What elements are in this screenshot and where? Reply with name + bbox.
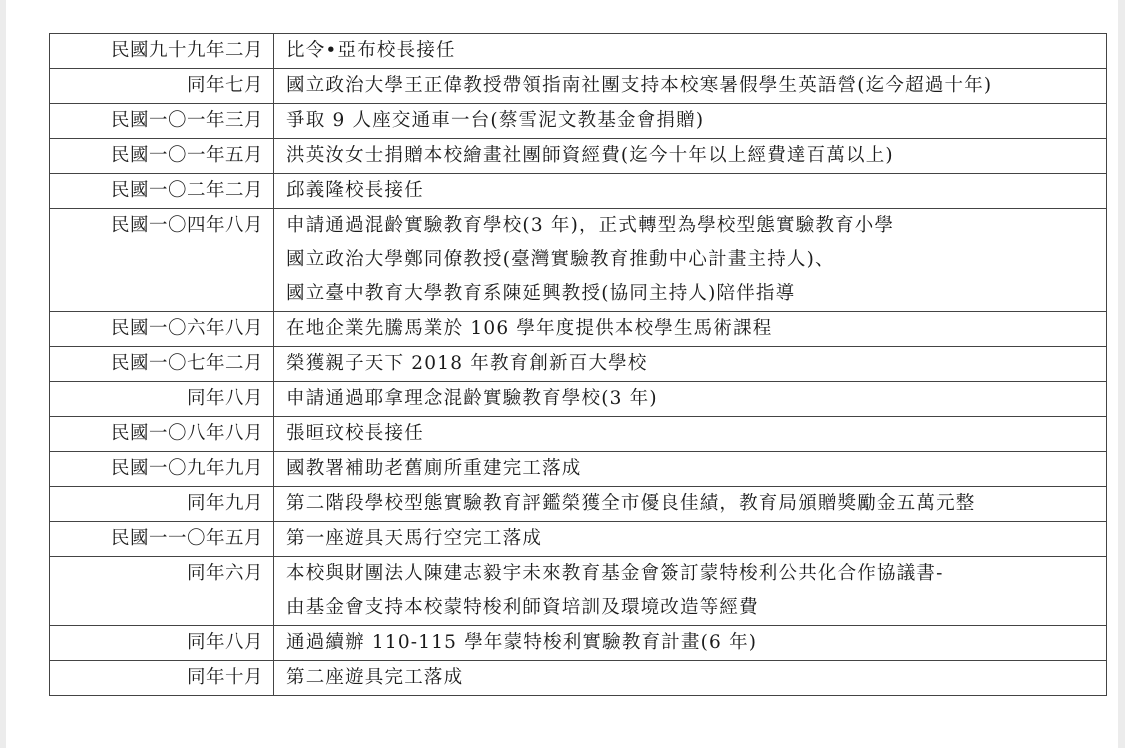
event-line: 爭取 9 人座交通車一台(蔡雪泥文教基金會捐贈) [286, 110, 705, 131]
date-cell: 民國一〇一年三月 [50, 104, 274, 139]
event-line: 張晅玟校長接任 [286, 423, 424, 444]
event-line: 國立政治大學王正偉教授帶領指南社團支持本校寒暑假學生英語營(迄今超過十年) [286, 75, 993, 96]
table-row [50, 522, 1107, 557]
event-line: 洪英汝女士捐贈本校繪畫社團師資經費(迄今十年以上經費達百萬以上) [286, 145, 894, 166]
date-cell: 同年八月 [50, 626, 274, 661]
event-cell [274, 347, 1107, 382]
event-line: 通過續辦 110-115 學年蒙特梭利實驗教育計畫(6 年) [286, 632, 758, 653]
date-cell: 同年十月 [50, 661, 274, 696]
event-cell [274, 34, 1107, 69]
event-line: 本校與財團法人陳建志毅宇未來教育基金會簽訂蒙特梭利公共化合作協議書- [286, 563, 944, 584]
event-cell [274, 209, 1107, 312]
table-row [50, 69, 1107, 104]
event-cell [274, 626, 1107, 661]
timeline-body [50, 34, 1107, 696]
table-row [50, 347, 1107, 382]
event-line: 國立臺中教育大學教育系陳延興教授(協同主持人)陪伴指導 [286, 283, 796, 304]
date-cell: 民國一〇八年八月 [50, 417, 274, 452]
date-cell: 民國一〇七年二月 [50, 347, 274, 382]
event-cell [274, 417, 1107, 452]
table-row [50, 174, 1107, 209]
timeline-table [49, 33, 1107, 696]
event-line: 國立政治大學鄭同僚教授(臺灣實驗教育推動中心計畫主持人)、 [286, 249, 835, 270]
document-page [6, 0, 1118, 748]
event-cell [274, 174, 1107, 209]
date-cell: 民國一〇九年九月 [50, 452, 274, 487]
date-cell: 同年九月 [50, 487, 274, 522]
event-cell [274, 139, 1107, 174]
table-row [50, 487, 1107, 522]
date-cell: 民國一〇一年五月 [50, 139, 274, 174]
event-line: 第一座遊具天馬行空完工落成 [286, 528, 543, 549]
event-cell [274, 69, 1107, 104]
event-line: 在地企業先騰馬業於 106 學年度提供本校學生馬術課程 [286, 318, 773, 339]
event-cell [274, 312, 1107, 347]
date-cell: 同年七月 [50, 69, 274, 104]
table-row [50, 557, 1107, 626]
table-row [50, 417, 1107, 452]
event-cell [274, 522, 1107, 557]
event-line: 比令•亞布校長接任 [286, 40, 456, 61]
date-cell: 民國一〇六年八月 [50, 312, 274, 347]
event-line: 國教署補助老舊廁所重建完工落成 [286, 458, 582, 479]
table-row [50, 209, 1107, 312]
event-line: 榮獲親子天下 2018 年教育創新百大學校 [286, 353, 648, 374]
event-line: 申請通過混齡實驗教育學校(3 年)，正式轉型為學校型態實驗教育小學 [286, 215, 895, 236]
date-cell: 民國一〇四年八月 [50, 209, 274, 312]
event-cell [274, 452, 1107, 487]
table-row [50, 452, 1107, 487]
event-cell [274, 104, 1107, 139]
event-cell [274, 487, 1107, 522]
event-line: 申請通過耶拿理念混齡實驗教育學校(3 年) [286, 388, 658, 409]
table-row [50, 34, 1107, 69]
event-line: 第二階段學校型態實驗教育評鑑榮獲全市優良佳績，教育局頒贈獎勵金五萬元整 [286, 493, 976, 514]
event-line: 由基金會支持本校蒙特梭利師資培訓及環境改造等經費 [286, 597, 759, 618]
date-cell: 民國九十九年二月 [50, 34, 274, 69]
table-row [50, 139, 1107, 174]
table-row [50, 626, 1107, 661]
event-line: 邱義隆校長接任 [286, 180, 424, 201]
event-cell [274, 661, 1107, 696]
date-cell: 民國一一〇年五月 [50, 522, 274, 557]
table-row [50, 312, 1107, 347]
event-cell [274, 382, 1107, 417]
event-cell [274, 557, 1107, 626]
table-row [50, 104, 1107, 139]
event-line: 第二座遊具完工落成 [286, 667, 464, 688]
date-cell: 同年八月 [50, 382, 274, 417]
date-cell: 同年六月 [50, 557, 274, 626]
date-cell: 民國一〇二年二月 [50, 174, 274, 209]
table-row [50, 382, 1107, 417]
table-row [50, 661, 1107, 696]
